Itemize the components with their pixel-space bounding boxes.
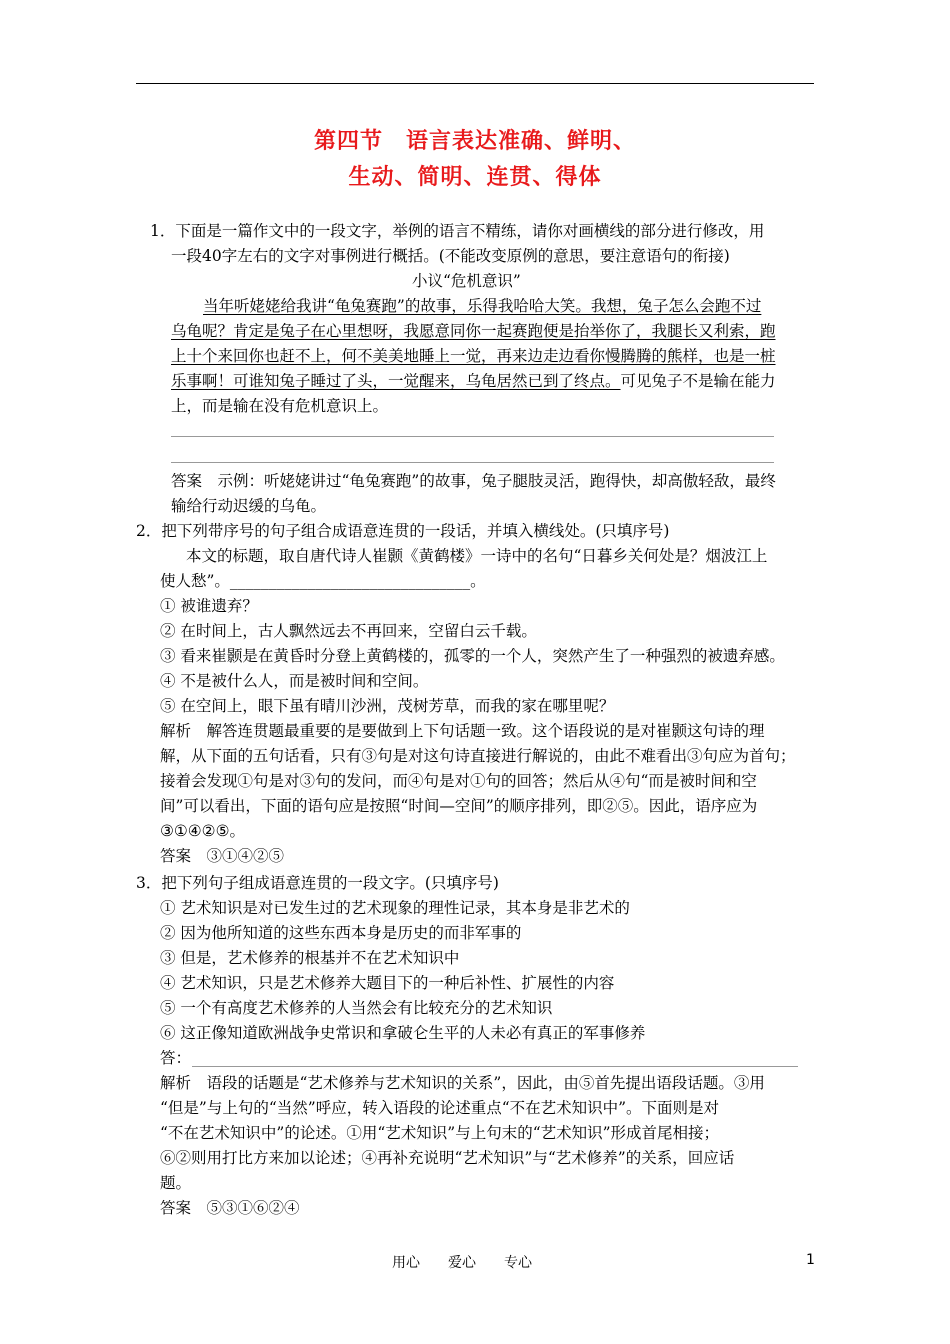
q2-option-2: ② 在时间上，古人飘然远去不再回来，空留白云千载。 bbox=[160, 622, 537, 640]
q1-paragraph-line4 bbox=[171, 371, 776, 391]
q2-option-5: ⑤ 在空间上，眼下虽有晴川沙洲，茂树芳草，而我的家在哪里呢？ bbox=[160, 697, 615, 715]
q2-option-1: ① 被谁遗弃？ bbox=[160, 597, 258, 615]
q2-context-line1: 本文的标题，取自唐代诗人崔颢《黄鹤楼》一诗中的名句“日暮乡关何处是？烟波江上 bbox=[186, 547, 768, 565]
q3-option-5: ⑤ 一个有高度艺术修养的人当然会有比较充分的艺术知识 bbox=[160, 999, 553, 1017]
q3-analysis-line3: “不在艺术知识中”的论述。①用“艺术知识”与上句末的“艺术知识”形成首尾相接； bbox=[160, 1124, 720, 1142]
q2-analysis-line2: 解，从下面的五句话看，只有③句是对这句诗直接进行解说的，由此不难看出③句应为首句； bbox=[160, 747, 796, 765]
q3-prompt: 3．把下列句子组成语意连贯的一段文字。(只填序号) bbox=[136, 874, 499, 892]
q3-option-4: ④ 艺术知识，只是艺术修养大题目下的一种后补性、扩展性的内容 bbox=[160, 974, 615, 992]
q2-analysis-line3: 接着会发现①句是对③句的发问，而④句是对①句的回答；然后从④句“而是被时间和空 bbox=[160, 772, 757, 790]
q2-answer: 答案 ③①④②⑤ bbox=[160, 847, 285, 865]
q1-underlined-line2: 乌龟呢？肯定是兔子在心里想呀，我愿意同你一起赛跑便是抬举你了，我腿长又利索，跑 bbox=[171, 322, 776, 340]
q1-underlined-line4: 乐事啊！可谁知兔子睡过了头，一觉醒来，乌龟居然已到了终点。 bbox=[171, 372, 621, 390]
q2-option-3: ③ 看来崔颢是在黄昏时分登上黄鹤楼的，孤零的一个人，突然产生了一种强烈的被遗弃感。 bbox=[160, 647, 785, 665]
section-title-line2: 生动、简明、连贯、得体 bbox=[348, 165, 602, 190]
q1-prompt-line2: 一段40字左右的文字对事例进行概括。(不能改变原例的意思，要注意语句的衔接) bbox=[171, 247, 730, 265]
q1-answer-blank-1[interactable] bbox=[171, 436, 774, 437]
section-title-line1: 第四节 语言表达准确、鲜明、 bbox=[313, 129, 636, 154]
q1-underlined-line1: 当年听姥姥给我讲“龟兔赛跑”的故事，乐得我哈哈大笑。我想，兔子怎么会跑不过 bbox=[203, 297, 762, 315]
q3-answer-label: 答： bbox=[160, 1049, 192, 1067]
q3-option-6: ⑥ 这正像知道欧洲战争史常识和拿破仑生平的人未必有真正的军事修养 bbox=[160, 1024, 646, 1042]
q1-paragraph-line5: 上，而是输在没有危机意识上。 bbox=[171, 397, 389, 415]
q3-option-1: ① 艺术知识是对已发生过的艺术现象的理性记录，其本身是非艺术的 bbox=[160, 899, 630, 917]
q1-paragraph-tail: 可见兔子不是输在能力 bbox=[620, 372, 776, 390]
q3-analysis-line4: ⑥②则用打比方来加以论述；④再补充说明“艺术知识”与“艺术修养”的关系，回应话 bbox=[160, 1149, 735, 1167]
q2-analysis-line5: ③①④②⑤。 bbox=[160, 822, 245, 840]
q3-answer: 答案 ⑤③①⑥②④ bbox=[160, 1199, 300, 1217]
q3-option-2: ② 因为他所知道的这些东西本身是历史的而非军事的 bbox=[160, 924, 522, 942]
q2-analysis-line4: 间”可以看出，下面的语句应是按照“时间—空间”的顺序排列，即②⑤。因此，语序应为 bbox=[160, 797, 758, 815]
footer-motto: 用心 爱心 专心 bbox=[392, 1255, 532, 1271]
q3-option-3: ③ 但是，艺术修养的根基并不在艺术知识中 bbox=[160, 949, 460, 967]
q1-underlined-line3: 上十个来回你也赶不上，何不美美地睡上一觉，再来边走边看你慢腾腾的熊样，也是一桩 bbox=[171, 347, 776, 365]
q3-analysis-line1: 解析 语段的话题是“艺术修养与艺术知识的关系”，因此，由⑤首先提出语段话题。③用 bbox=[160, 1074, 765, 1092]
q1-prompt-line1: 1．下面是一篇作文中的一段文字，举例的语言不精练，请你对画横线的部分进行修改，用 bbox=[150, 222, 765, 240]
q2-analysis-line1: 解析 解答连贯题最重要的是要做到上下句话题一致。这个语段说的是对崔颢这句诗的理 bbox=[160, 722, 765, 740]
q1-answer-blank-2[interactable] bbox=[171, 462, 774, 463]
q2-context-line2: 使人愁”。_______________________________。 bbox=[160, 572, 486, 590]
q3-answer-blank[interactable] bbox=[192, 1066, 798, 1067]
header-rule bbox=[136, 83, 814, 84]
q1-answer-line1: 答案 示例：听姥姥讲过“龟兔赛跑”的故事，兔子腿肢灵活，跑得快，却高傲轻敌，最终 bbox=[171, 472, 776, 490]
q2-prompt: 2．把下列带序号的句子组合成语意连贯的一段话，并填入横线处。(只填序号) bbox=[136, 522, 670, 540]
q1-essay-title: 小议“危机意识” bbox=[412, 272, 521, 290]
page-number: 1 bbox=[806, 1252, 815, 1268]
q1-answer-line2: 输给行动迟缓的乌龟。 bbox=[171, 497, 327, 515]
q2-option-4: ④ 不是被什么人，而是被时间和空间。 bbox=[160, 672, 429, 690]
q3-analysis-line2: “但是”与上句的“当然”呼应，转入语段的论述重点“不在艺术知识中”。下面则是对 bbox=[160, 1099, 720, 1117]
q3-analysis-line5: 题。 bbox=[160, 1174, 192, 1192]
